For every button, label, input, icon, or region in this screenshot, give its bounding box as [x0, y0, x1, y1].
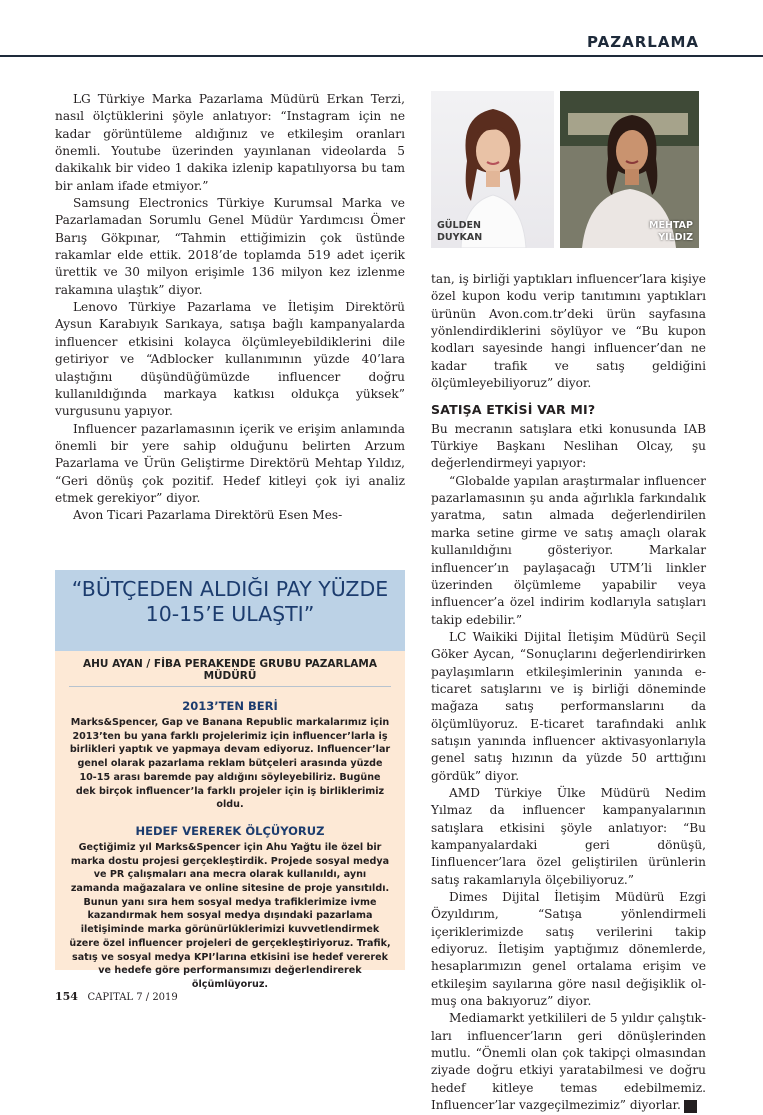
caption-line: GÜLDEN — [437, 220, 481, 231]
page-number: 154 — [55, 990, 78, 1003]
box-subheading: HEDEF VEREREK ÖLÇÜYORUZ — [135, 823, 325, 838]
box-text: Geçtiğimiz yıl Marks&Spencer için Ahu Yağtu ile özel bir marka dostu projesi gerçekleştirdik. Projede sosyal medya ve PR çalışmaları ana mecra olarak kullanıldı, aynı zamanda mağazalara ve online sitesine de proje yansıtıldı. Bunun yanı sıra hem sosyal medya trafiklerimize ivme kazandırmak hem sosyal medya dışındaki pazarlama iletişiminde marka görünürlüklerimizi kuvvetlendirmek üzere özel influencer projeleri de gerçekleştiriyoruz. Trafik, satış ve sosyal medya KPI’larına etkisini ise hedef vererek ve hedefe göre performansımızı değerlendirerek ölçümlüyoruz. — [69, 841, 391, 990]
section-heading: SATIŞA ETKİSİ VAR MI? — [431, 402, 596, 418]
publication-info: CAPITAL 7 / 2019 — [87, 992, 178, 1003]
capital-end-mark-icon: C — [684, 1100, 697, 1113]
box-subheading: 2013’TEN BERİ — [182, 699, 278, 713]
paragraph: Lenovo Türkiye Pazarlama ve İletişim Direktörü Aysun Karabıyık Sarıkaya, satışa bağlı kampanyalarda influencer etkisini kolayca ölçümleyebildiklerini dile getiriyor ve “Adblocker kullanımının yüzde 40’lara ulaştığını düşündüğümüzde influencer doğru kullanıldığında markaya katkısı oldukça yüksek” vurgusunu yapıyor. — [55, 300, 405, 419]
portrait-photo-mehtap-yildiz — [560, 91, 699, 248]
paragraph — [431, 1010, 710, 1114]
box-title: “BÜTÇEDEN ALDIĞI PAY YÜZDE 10-15’E ULAŞTI” — [71, 577, 389, 626]
caption-line: DUYKAN — [437, 232, 483, 243]
paragraph: LC Waikiki Dijital İletişim Müdürü Seçil Göker Aycan, “Sonuçlarını değerlendirirken paylaşımların etkileşimlerinin yanında e-ticaret satışlarını ve iş birliği döneminde mağaza satış performanslarını da ölçümlüyoruz. E-ticaret tarafındaki anlık satışın yanında influencer aktivasyonlarıyla genel satış hızının da yüzde 50 arttığını gördük” diyor. — [431, 629, 706, 783]
paragraph: tan, iş birliği yaptıkları influencer’lara kişiye özel kupon kodu verip tanıtımını yaptıkları ürünün Avon.com.tr’deki ürün sayfasına yönlendirdiklerini söylüyor ve “Bu kupon kodları sayesinde hangi influencer’dan ne kadar trafik ve satış geldiğini ölçümleyebiliyoruz” diyor. — [431, 272, 706, 391]
paragraph: AMD Türkiye Ülke Müdürü Nedim Yılmaz da influencer kampanyalarının satışlara etkisini şöyle anlatıyor: “Bu kampanyalardaki geri dönüşü, Iinfluencer’lara özel geliştirilen ürünlerin satış rakamlarıyla ölçebiliyoruz.” — [431, 785, 706, 887]
header-rule — [0, 55, 763, 57]
paragraph: Influencer pazarlamasının içerik ve erişim anlamında önemli bir yere sahip olduğunu belirten Arzum Pazarlama ve Ürün Geliştirme Direktörü Mehtap Yıldız, “Geri dönüş çok pozitif. Hedef kitleyi çok iyi analiz etmek gerekiyor” diyor. — [55, 421, 405, 505]
paragraph: Avon Ticari Pazarlama Direktörü Esen Mes- — [73, 508, 343, 523]
portrait-photo-gulden-duykan — [431, 91, 554, 248]
photo-caption — [649, 220, 693, 244]
page-footer — [55, 990, 178, 1003]
paragraph: “Globalde yapılan araştırmalar influencer pazarlamasının şu anda ağırlıkla farkındalık yaratma, satın almada değerlendirilen marka setine girme ve satış amaçlı olarak kullanıldığını gösteriyor. Markalar influencer’ın paylaşacağı UTM’li linkler üzerinden ölçümleme yapabilir veya influencer’a özel indirim kodlarıyla satışları takip edebilir.” — [431, 473, 706, 627]
sidebar-box — [55, 570, 405, 990]
paragraph: Dimes Dijital İletişim Müdürü Ezgi Özyıldırım, “Satışa yönlendirmeli içeriklerimizde satış verilerini takip ediyoruz. İletişim yaptığımız dönemlerde, hesaplarımızın genel ortalama erişim ve etkileşim sayılarına göre nasıl değişiklik olmuş ona bakıyoruz” diyor. — [431, 890, 706, 1009]
box-text: Marks&Spencer, Gap ve Banana Republic markalarımız için 2013’ten bu yana farklı projelerimiz için influencer’larla iş birlikleri yaptık ve yapmaya devam ediyoruz. Influencer’lar genel olarak pazarlama reklam bütçeleri arasında yüzde 10-15 arası baremde pay aldığını söyleyebiliriz. Bugüne dek birçok influencer’la farklı projeler için iş birliklerimiz oldu. — [69, 717, 391, 811]
box-byline: AHU AYAN / FİBA PERAKENDE GRUBU PAZARLAMA MÜDÜRÜ — [69, 651, 391, 687]
left-column — [55, 91, 405, 525]
caption-line: MEHTAP — [649, 220, 693, 231]
paragraph: LG Türkiye Marka Pazarlama Müdürü Erkan Terzi, nasıl ölçtüklerini şöyle anlatıyor: “Instagram için ne kadar görüntüleme aldığınız ve etkileşim oranları önemli. Youtube üzerinden yayınlanan videolarda 5 dakikalık bir video 1 dakika izlenip kapatılıyorsa bu tam bir anlam ifade etmiyor.” — [55, 92, 405, 193]
right-column — [431, 271, 710, 1115]
paragraph: Bu mecranın satışlara etki konusunda IAB Türkiye Başkanı Neslihan Olcay, şu değerlendirmeyi yapıyor: — [431, 421, 706, 471]
paragraph: Samsung Electronics Türkiye Kurumsal Marka ve Pazarlamadan Sorumlu Genel Müdür Yardımcısı Ömer Barış Gökpınar, “Tahmin ettiğimizin çok üstünde rakamlar elde ettik. 2018’de toplamda 519 adet içerik ürettik ve 30 milyon erişimle 136 milyon kez izlenme rakamına ulaştık” diyor. — [55, 196, 405, 297]
section-tag: PAZARLAMA — [587, 33, 699, 51]
caption-line: YILDIZ — [658, 232, 693, 243]
box-header — [55, 570, 405, 651]
photo-caption — [437, 220, 482, 244]
paragraph-text: Mediamarkt yetkilileri de 5 yıldır çalıştıkları influencer’ların geri dönüşlerinden mutlu. “Önemli olan çok takipçi olmasından ziyade doğru etkiyi yaratabilmesi ve doğru hedef kitleye temas edebilmemiz. Influencer’lar vazgeçilmezimiz” diyorlar. — [431, 1011, 706, 1113]
